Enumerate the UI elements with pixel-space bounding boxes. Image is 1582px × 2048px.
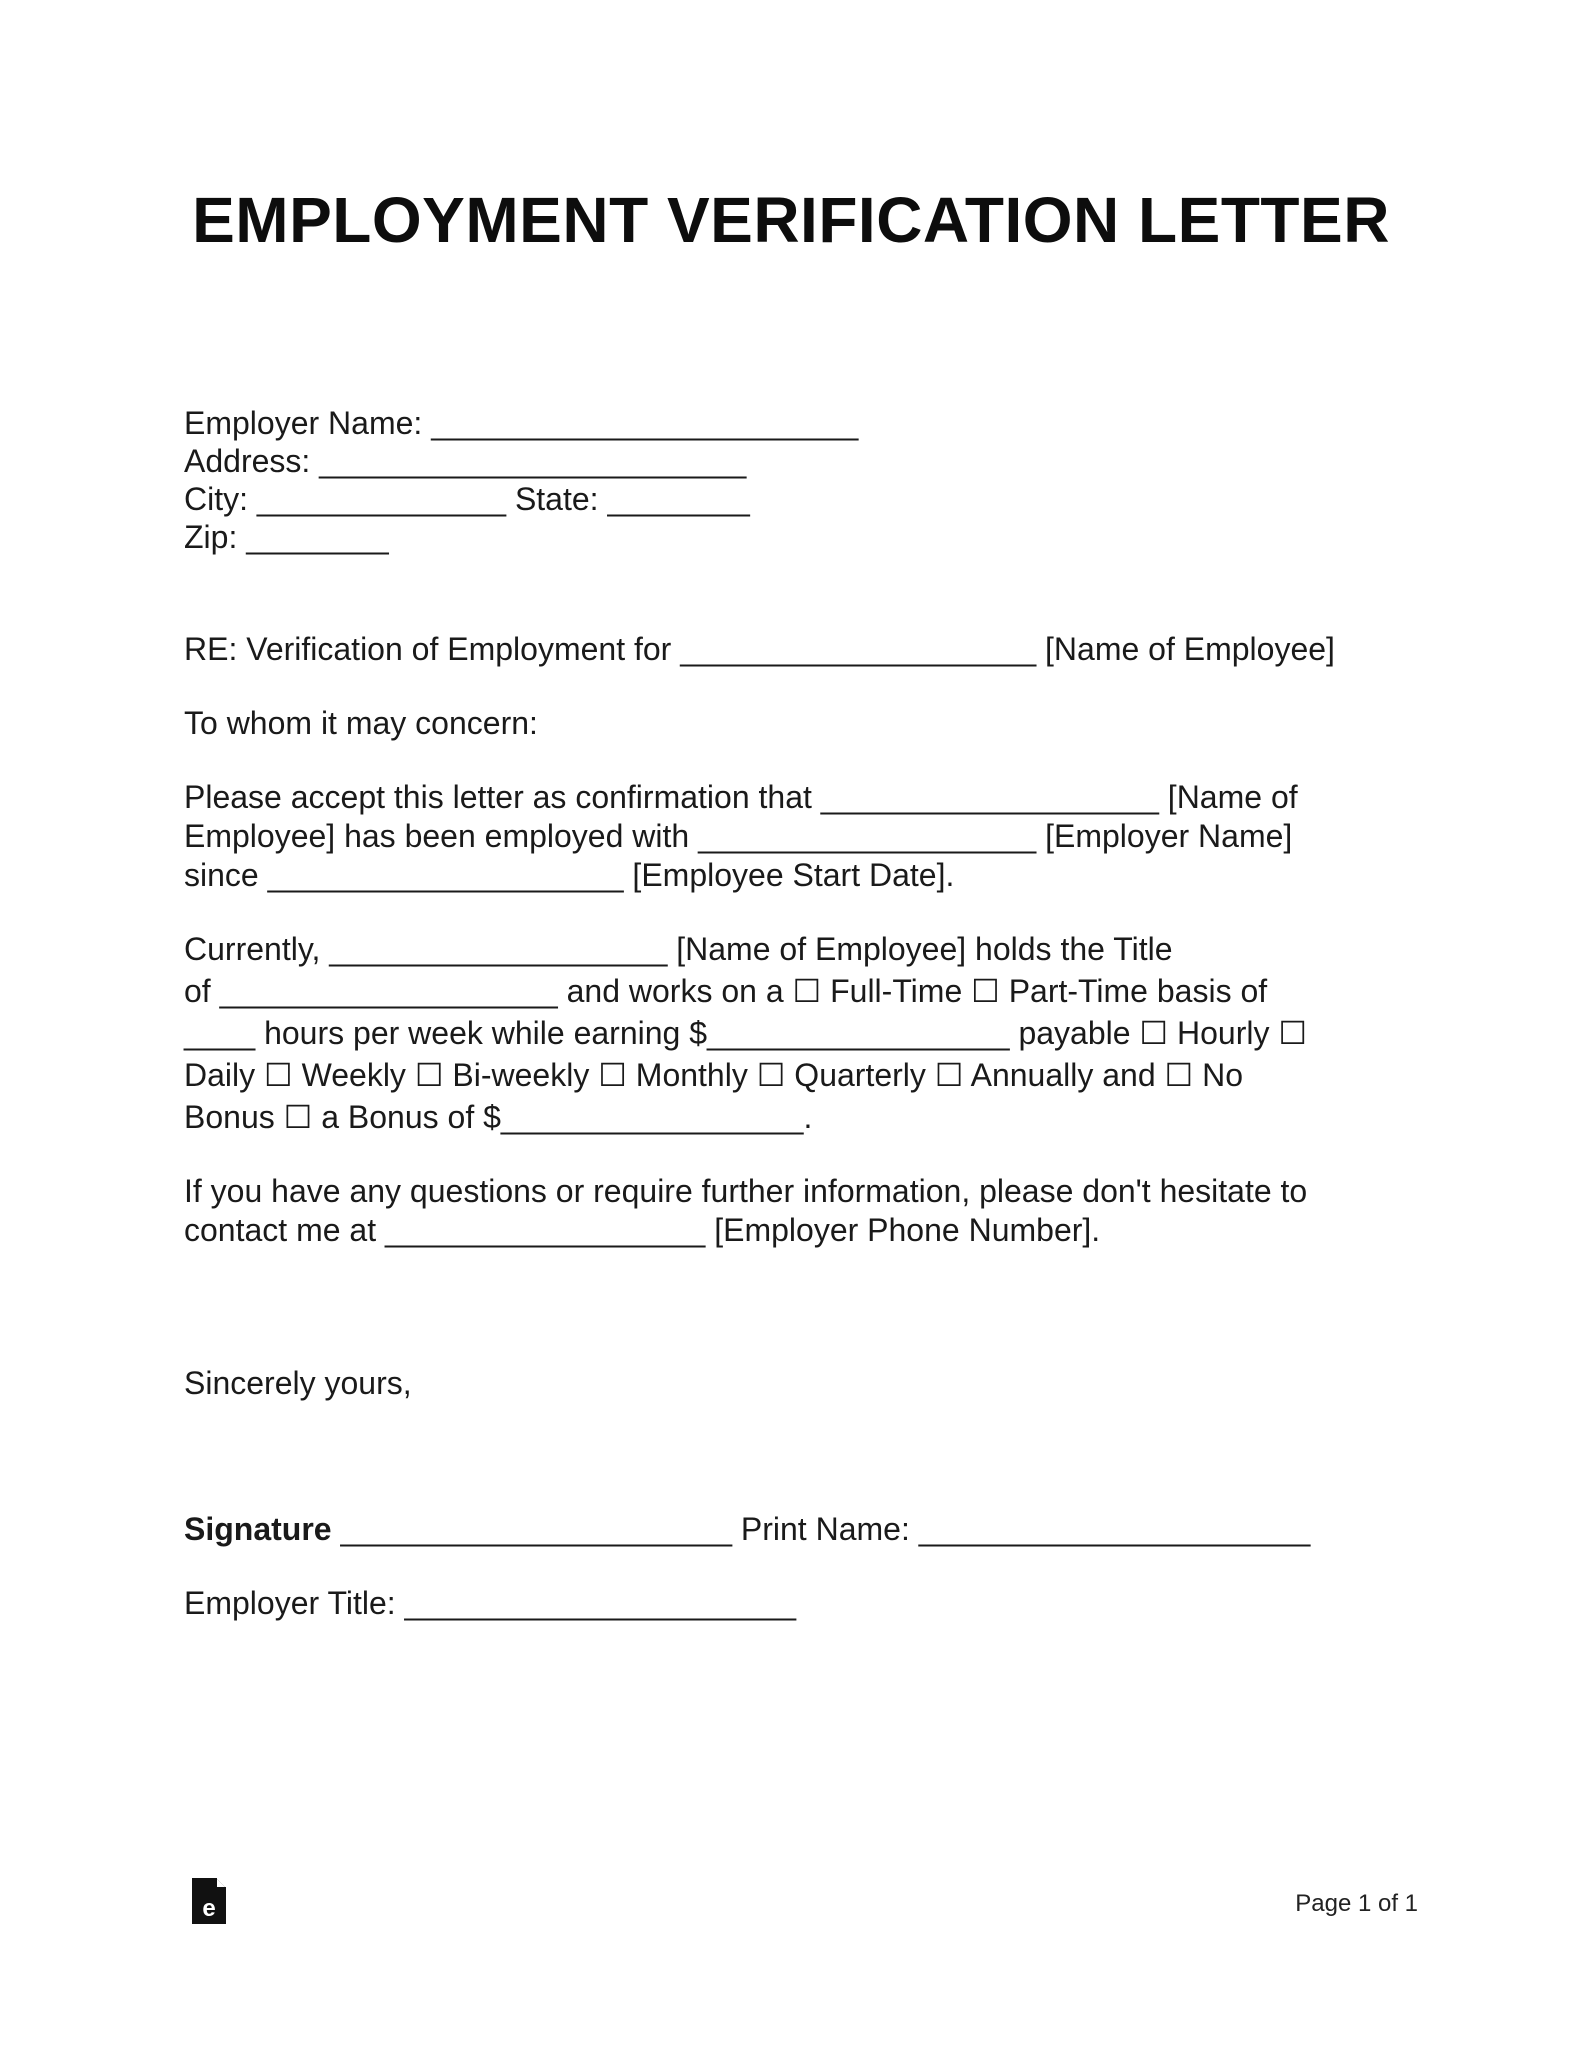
- paragraph-contact: [184, 1172, 1434, 1250]
- paragraph-employment-details: [184, 928, 1434, 1138]
- zip-field: Zip: ________: [184, 519, 389, 555]
- paragraph-line: Daily ☐ Weekly ☐ Bi-weekly ☐ Monthly ☐ Quarterly ☐ Annually and ☐ No: [184, 1057, 1243, 1093]
- paragraph-line: If you have any questions or require further information, please don't hesitate to: [184, 1173, 1308, 1209]
- re-line-block: [184, 630, 1434, 668]
- page-number: Page 1 of 1: [1295, 1890, 1418, 1917]
- re-line: RE: Verification of Employment for ____________________ [Name of Employee]: [184, 631, 1335, 667]
- paragraph-line: of ___________________ and works on a ☐ Full-Time ☐ Part-Time basis of: [184, 973, 1268, 1009]
- address-field: Address: ________________________: [184, 443, 747, 479]
- paragraph-line: ____ hours per week while earning $_________________ payable ☐ Hourly ☐: [184, 1015, 1308, 1051]
- salutation: To whom it may concern:: [184, 705, 538, 741]
- document-title: EMPLOYMENT VERIFICATION LETTER: [192, 184, 1390, 256]
- paragraph-line: contact me at __________________ [Employer Phone Number].: [184, 1212, 1101, 1248]
- eforms-logo-icon: [190, 1876, 228, 1926]
- employer-name-field: Employer Name: ________________________: [184, 405, 859, 441]
- city-state-field: City: ______________ State: ________: [184, 481, 750, 517]
- employer-title-field: Employer Title: ______________________: [184, 1585, 797, 1621]
- paragraph-line: Please accept this letter as confirmation that ___________________ [Name of: [184, 779, 1298, 815]
- employer-info-block: [184, 404, 1434, 556]
- signature-print-name-field: ______________________ Print Name: ______________________: [331, 1511, 1311, 1547]
- paragraph-confirmation: [184, 778, 1434, 895]
- paragraph-line: Currently, ___________________ [Name of Employee] holds the Title: [184, 931, 1173, 967]
- closing-block: [184, 1364, 1434, 1402]
- closing: Sincerely yours,: [184, 1365, 412, 1401]
- signature-label: Signature: [184, 1511, 332, 1547]
- paragraph-line: Bonus ☐ a Bonus of $_________________.: [184, 1099, 813, 1135]
- signature-line: [184, 1510, 1434, 1548]
- paragraph-line: since ____________________ [Employee Start Date].: [184, 857, 955, 893]
- salutation-block: [184, 704, 1434, 742]
- svg-text:e: e: [202, 1895, 216, 1922]
- employer-title-block: [184, 1584, 1434, 1622]
- paragraph-line: Employee] has been employed with ___________________ [Employer Name]: [184, 818, 1293, 854]
- signature-row: [184, 1510, 1434, 1548]
